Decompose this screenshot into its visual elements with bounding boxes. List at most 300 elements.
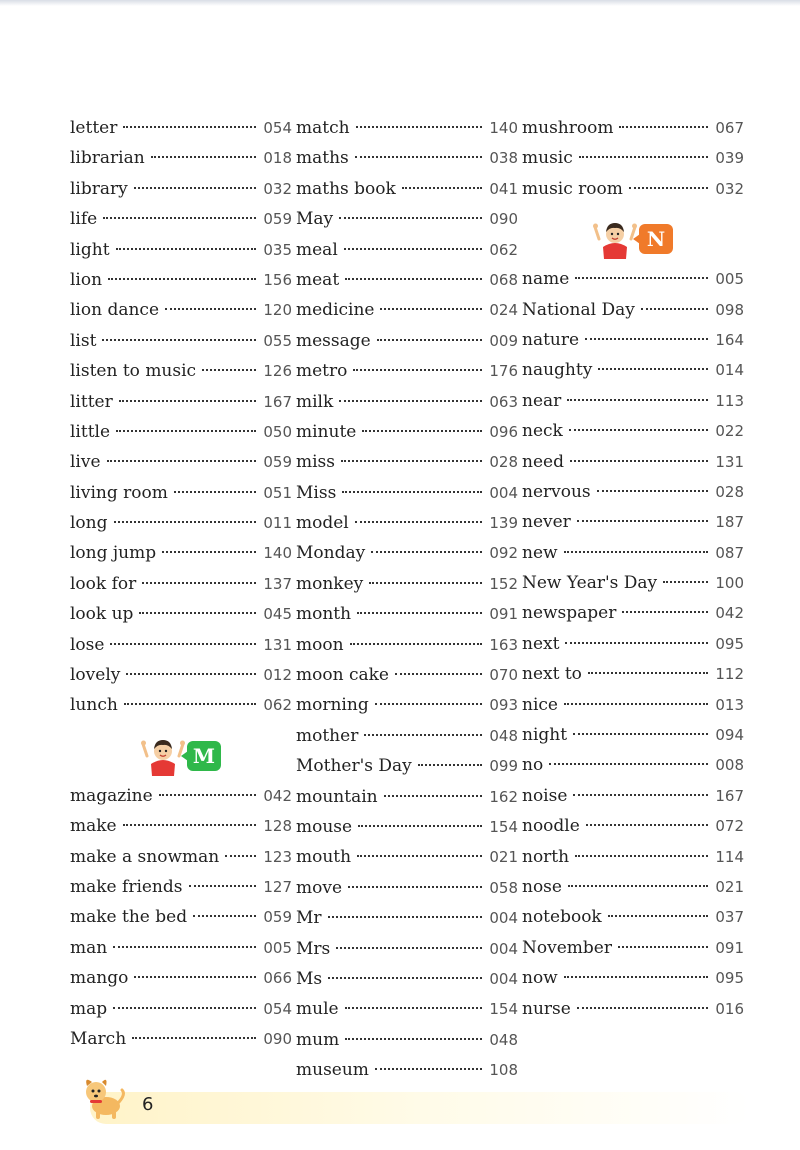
entry-page-number: 005: [263, 938, 292, 957]
entry-page-number: 050: [263, 422, 292, 441]
entry-page-number: 123: [263, 847, 292, 866]
dot-leader: [134, 976, 256, 978]
entry-word: medicine: [296, 300, 375, 321]
entry-word: New Year's Day: [522, 573, 658, 594]
dot-leader: [357, 855, 482, 857]
dot-leader: [375, 703, 482, 705]
entry-word: night: [522, 725, 568, 746]
dot-leader: [344, 248, 482, 250]
entry-page-number: 062: [263, 696, 292, 715]
entry-word: monkey: [296, 573, 364, 594]
entry-page-number: 032: [263, 179, 292, 198]
index-entry: [522, 816, 744, 846]
entry-page-number: 035: [263, 240, 292, 259]
dot-leader: [641, 308, 708, 310]
index-entry: [70, 635, 292, 665]
index-entry: [70, 847, 292, 877]
entry-page-number: 005: [715, 270, 744, 289]
entry-word: National Day: [522, 299, 635, 320]
entry-page-number: 163: [489, 635, 518, 654]
entry-word: model: [296, 513, 349, 534]
entry-word: lion dance: [70, 300, 160, 321]
dot-leader: [598, 368, 708, 370]
entry-word: metro: [296, 361, 348, 382]
entry-page-number: 090: [263, 1029, 292, 1048]
dot-leader: [369, 582, 482, 584]
entry-page-number: 120: [263, 301, 292, 320]
dot-leader: [116, 248, 256, 250]
dot-leader: [342, 491, 482, 493]
dot-leader: [123, 126, 256, 128]
index-entry: [296, 604, 518, 634]
index-entry: [70, 574, 292, 604]
dot-leader: [356, 126, 482, 128]
index-entry: [522, 512, 744, 542]
entry-page-number: 048: [489, 1030, 518, 1049]
section-header-m: [70, 726, 292, 786]
index-entry: [522, 118, 744, 148]
dot-leader: [579, 156, 708, 158]
dot-leader: [126, 673, 256, 675]
entry-page-number: 059: [263, 453, 292, 472]
entry-word: Mrs: [296, 938, 331, 959]
index-entry: [296, 209, 518, 239]
entry-page-number: 059: [263, 210, 292, 229]
dot-leader: [116, 430, 256, 432]
dot-leader: [618, 946, 708, 948]
entry-page-number: 051: [263, 483, 292, 502]
dot-leader: [113, 1007, 256, 1009]
entry-page-number: 093: [489, 696, 518, 715]
entry-page-number: 024: [489, 301, 518, 320]
index-entry: [296, 908, 518, 938]
entry-page-number: 004: [489, 969, 518, 988]
index-entry: [70, 816, 292, 846]
dot-leader: [139, 612, 256, 614]
index-entry: [70, 513, 292, 543]
entry-page-number: 095: [715, 969, 744, 988]
index-entry: [296, 179, 518, 209]
dot-leader: [355, 521, 482, 523]
index-entry: [522, 543, 744, 573]
entry-page-number: 067: [715, 119, 744, 137]
dot-leader: [165, 308, 256, 310]
entry-word: listen to music: [70, 361, 197, 382]
entry-word: mouse: [296, 816, 353, 837]
entry-word: magazine: [70, 785, 153, 806]
entry-page-number: 176: [489, 362, 518, 381]
puppy-mascot-icon: [78, 1072, 128, 1122]
entry-word: match: [296, 118, 350, 138]
section-header-n: [522, 209, 744, 269]
dot-leader: [123, 824, 256, 826]
entry-page-number: 062: [489, 240, 518, 259]
index-entry: [296, 847, 518, 877]
entry-word: maths: [296, 148, 349, 169]
column-1: [70, 118, 292, 1059]
entry-page-number: 131: [263, 635, 292, 654]
entry-page-number: 162: [489, 787, 518, 806]
dot-leader: [103, 217, 256, 219]
entry-page-number: 140: [263, 544, 292, 563]
entry-page-number: 038: [489, 149, 518, 168]
index-entry: [522, 391, 744, 421]
index-entry: [522, 360, 744, 390]
entry-page-number: 013: [715, 695, 744, 714]
dot-leader: [341, 460, 482, 462]
index-entry: [522, 330, 744, 360]
entry-page-number: 113: [715, 391, 744, 410]
index-entry: [522, 179, 744, 209]
dot-leader: [151, 156, 256, 158]
entry-page-number: 042: [715, 604, 744, 623]
entry-page-number: 099: [489, 757, 518, 776]
entry-word: lovely: [70, 665, 121, 686]
entry-page-number: 012: [263, 666, 292, 685]
entry-page-number: 100: [715, 574, 744, 593]
entry-word: living room: [70, 482, 168, 503]
entry-word: nervous: [522, 481, 591, 502]
kid-mascot-icon: [593, 217, 637, 261]
dot-leader: [597, 490, 708, 492]
dot-leader: [629, 187, 708, 189]
entry-page-number: 004: [489, 483, 518, 502]
index-entry: [70, 209, 292, 239]
entry-page-number: 018: [263, 149, 292, 168]
dot-leader: [355, 156, 482, 158]
dot-leader: [339, 400, 482, 402]
index-entry: [522, 573, 744, 603]
index-entry: [522, 786, 744, 816]
entry-word: mango: [70, 968, 129, 989]
index-entry: [70, 331, 292, 361]
entry-list-l: [70, 118, 292, 726]
index-entry: [522, 907, 744, 937]
entry-page-number: 058: [489, 878, 518, 897]
index-entry: [70, 999, 292, 1029]
entry-page-number: 140: [489, 119, 518, 137]
dot-leader: [371, 551, 482, 553]
index-entry: [296, 787, 518, 817]
dot-leader: [577, 520, 708, 522]
entry-page-number: 087: [715, 543, 744, 562]
entry-word: long jump: [70, 543, 157, 564]
index-entry: [296, 392, 518, 422]
index-entry: [70, 543, 292, 573]
entry-page-number: 032: [715, 179, 744, 198]
entry-word: milk: [296, 391, 334, 412]
index-entry: [296, 118, 518, 148]
index-entry: [522, 938, 744, 968]
index-entry: [296, 240, 518, 270]
entry-word: make friends: [70, 876, 183, 897]
entry-word: moon: [296, 634, 344, 655]
index-entry: [522, 999, 744, 1029]
entry-word: new: [522, 542, 558, 563]
entry-word: library: [70, 178, 128, 199]
entry-page-number: 156: [263, 270, 292, 289]
index-entry: [522, 664, 744, 694]
dot-leader: [380, 308, 482, 310]
dot-leader: [113, 946, 256, 948]
index-entry: [522, 482, 744, 512]
index-entry: [296, 483, 518, 513]
dot-leader: [348, 886, 482, 888]
dot-leader: [193, 915, 256, 917]
entry-page-number: 059: [263, 908, 292, 927]
entry-page-number: 070: [489, 666, 518, 685]
dot-leader: [345, 1038, 482, 1040]
index-entry: [70, 361, 292, 391]
entry-page-number: 167: [715, 786, 744, 805]
entry-word: live: [70, 452, 101, 473]
entry-word: mother: [296, 725, 359, 746]
entry-word: next to: [522, 664, 582, 685]
dot-leader: [159, 794, 256, 796]
dot-leader: [608, 915, 708, 917]
dot-leader: [569, 429, 708, 431]
index-entry: [296, 695, 518, 725]
index-entry: [70, 240, 292, 270]
index-entry: [70, 300, 292, 330]
index-entry: [522, 755, 744, 785]
dot-leader: [567, 399, 708, 401]
entry-word: message: [296, 330, 371, 351]
index-entry: [296, 148, 518, 178]
entry-word: nurse: [522, 998, 571, 1019]
entry-page-number: 127: [263, 877, 292, 896]
column-3: [522, 118, 744, 1029]
dot-leader: [568, 885, 708, 887]
entry-page-number: 187: [715, 513, 744, 532]
index-entry: [296, 300, 518, 330]
entry-page-number: 004: [489, 909, 518, 928]
entry-word: meal: [296, 239, 338, 260]
entry-word: meat: [296, 269, 340, 290]
dot-leader: [142, 582, 256, 584]
index-entry: [296, 756, 518, 786]
index-entry: [522, 634, 744, 664]
entry-word: lion: [70, 269, 103, 290]
section-letter-badge: M: [187, 741, 221, 771]
entry-page-number: 095: [715, 634, 744, 653]
entry-word: month: [296, 604, 352, 625]
entry-word: litter: [70, 391, 113, 412]
index-entry: [522, 877, 744, 907]
entry-page-number: 096: [489, 422, 518, 441]
dot-leader: [189, 885, 257, 887]
index-entry: [70, 604, 292, 634]
entry-page-number: 021: [489, 848, 518, 867]
entry-word: need: [522, 451, 564, 472]
dot-leader: [174, 491, 256, 493]
index-entry: [296, 543, 518, 573]
entry-word: librarian: [70, 148, 145, 169]
entry-word: nose: [522, 876, 562, 897]
index-entry: [522, 847, 744, 877]
entry-page-number: 016: [715, 999, 744, 1018]
index-entry: [70, 422, 292, 452]
dot-leader: [108, 278, 256, 280]
index-entry: [70, 907, 292, 937]
index-entry: [70, 392, 292, 422]
entry-page-number: 011: [263, 514, 292, 533]
entry-list-m-end: [522, 118, 744, 209]
index-entry: [296, 635, 518, 665]
entry-word: next: [522, 633, 560, 654]
index-entry: [70, 118, 292, 148]
entry-page-number: 092: [489, 544, 518, 563]
entry-word: little: [70, 421, 111, 442]
dot-leader: [110, 643, 256, 645]
index-entry: [296, 939, 518, 969]
entry-word: miss: [296, 452, 336, 473]
index-entry: [522, 300, 744, 330]
entry-list-m-cont: [296, 118, 518, 1091]
dot-leader: [622, 611, 708, 613]
entry-word: look for: [70, 573, 137, 594]
index-entry: [296, 422, 518, 452]
dot-leader: [570, 460, 708, 462]
entry-word: near: [522, 390, 562, 411]
entry-page-number: 028: [715, 482, 744, 501]
index-entry: [70, 1029, 292, 1059]
index-entry: [522, 421, 744, 451]
dot-leader: [357, 612, 482, 614]
entry-word: Mother's Day: [296, 756, 412, 777]
entry-word: mountain: [296, 786, 378, 807]
entry-page-number: 112: [715, 665, 744, 684]
entry-page-number: 021: [715, 877, 744, 896]
index-entry: [296, 817, 518, 847]
index-entry: [522, 725, 744, 755]
index-entry: [522, 695, 744, 725]
entry-page-number: 072: [715, 817, 744, 836]
entry-page-number: 054: [263, 999, 292, 1018]
index-entry: [70, 452, 292, 482]
dot-leader: [564, 703, 708, 705]
entry-page-number: 048: [489, 726, 518, 745]
entry-list-n: [522, 269, 744, 1029]
entry-page-number: 091: [489, 605, 518, 624]
entry-word: lose: [70, 634, 105, 655]
index-entry: [70, 270, 292, 300]
dot-leader: [345, 278, 482, 280]
entry-page-number: 045: [263, 605, 292, 624]
entry-word: now: [522, 968, 558, 989]
entry-word: move: [296, 877, 343, 898]
entry-page-number: 114: [715, 847, 744, 866]
dot-leader: [585, 338, 708, 340]
entry-word: nature: [522, 329, 580, 350]
entry-page-number: 091: [715, 938, 744, 957]
entry-page-number: 037: [715, 908, 744, 927]
dot-leader: [362, 430, 482, 432]
index-entry: [522, 452, 744, 482]
index-entry: [522, 603, 744, 633]
entry-page-number: 152: [489, 574, 518, 593]
index-entry: [296, 969, 518, 999]
entry-page-number: 094: [715, 726, 744, 745]
entry-word: noodle: [522, 816, 580, 837]
entry-word: no: [522, 755, 544, 776]
index-entry: [522, 269, 744, 299]
page-footer: [60, 1070, 760, 1130]
entry-word: museum: [296, 1060, 369, 1081]
dot-leader: [586, 824, 708, 826]
dot-leader: [339, 217, 482, 219]
entry-page-number: 054: [263, 119, 292, 137]
entry-word: maths book: [296, 178, 396, 199]
entry-word: Ms: [296, 968, 323, 989]
entry-list-m: [70, 786, 292, 1060]
index-entry: [70, 148, 292, 178]
entry-word: name: [522, 269, 570, 290]
dot-leader: [377, 339, 482, 341]
index-entry: [70, 695, 292, 725]
dot-leader: [564, 976, 708, 978]
dot-leader: [114, 521, 256, 523]
entry-page-number: 108: [489, 1061, 518, 1080]
entry-word: morning: [296, 695, 369, 716]
entry-page-number: 128: [263, 817, 292, 836]
dot-leader: [549, 763, 708, 765]
entry-word: March: [70, 1028, 127, 1049]
entry-word: make the bed: [70, 907, 188, 928]
entry-page-number: 098: [715, 300, 744, 319]
dot-leader: [328, 977, 482, 979]
entry-page-number: 041: [489, 179, 518, 198]
dot-leader: [358, 825, 482, 827]
dot-leader: [575, 277, 708, 279]
entry-word: nice: [522, 694, 558, 715]
entry-word: lunch: [70, 695, 118, 716]
entry-word: letter: [70, 118, 118, 138]
entry-page-number: 090: [489, 210, 518, 229]
dot-leader: [336, 947, 482, 949]
dot-leader: [134, 187, 256, 189]
entry-word: life: [70, 209, 98, 230]
entry-page-number: 164: [715, 330, 744, 349]
entry-word: long: [70, 513, 108, 534]
entry-page-number: 028: [489, 453, 518, 472]
dot-leader: [418, 764, 482, 766]
entry-word: music room: [522, 178, 623, 199]
dot-leader: [663, 581, 708, 583]
index-entry: [70, 665, 292, 695]
entry-page-number: 139: [489, 514, 518, 533]
entry-word: November: [522, 937, 612, 958]
dot-leader: [102, 339, 256, 341]
entry-page-number: 039: [715, 149, 744, 168]
dot-leader: [573, 794, 708, 796]
dot-leader: [402, 187, 482, 189]
dot-leader: [575, 855, 708, 857]
dot-leader: [350, 643, 482, 645]
entry-word: newspaper: [522, 603, 617, 624]
index-entry: [296, 452, 518, 482]
page-number: 6: [142, 1094, 154, 1115]
entry-page-number: 063: [489, 392, 518, 411]
entry-word: man: [70, 937, 108, 958]
index-entry: [296, 1030, 518, 1060]
entry-word: make: [70, 816, 117, 837]
entry-page-number: 014: [715, 361, 744, 380]
entry-word: north: [522, 846, 570, 867]
entry-word: Miss: [296, 482, 337, 503]
dot-leader: [588, 672, 708, 674]
entry-page-number: 009: [489, 331, 518, 350]
